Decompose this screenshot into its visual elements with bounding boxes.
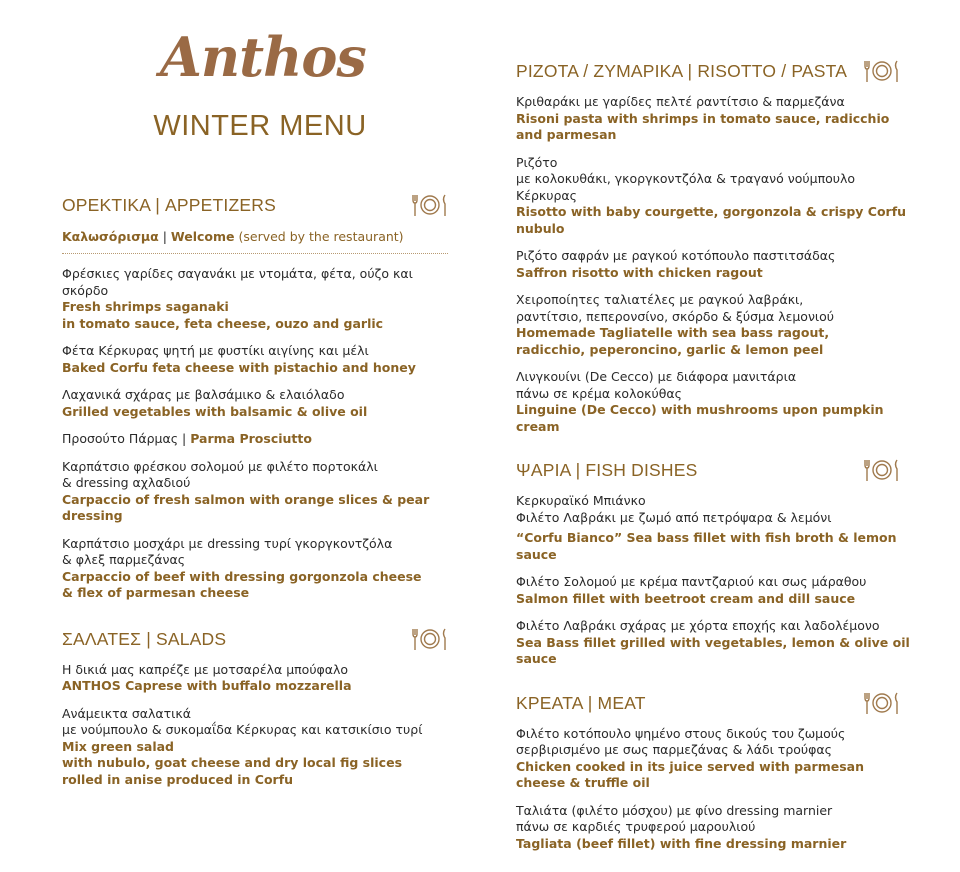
item-greek: Κερκυραϊκό Μπιάνκο xyxy=(516,493,646,508)
item-english: Grilled vegetables with balsamic & olive oil xyxy=(62,403,368,419)
item-english: ANTHOS Caprese with buffalo mozzarella xyxy=(62,678,352,693)
menu-item xyxy=(516,803,916,853)
menu-item xyxy=(516,369,916,435)
item-greek: Φιλέτο Σολομού με κρέμα παντζαριού και σως μάραθου xyxy=(516,574,867,589)
item-greek: Ταλιάτα (φιλέτο μόσχου) με φίνο dressing marnier xyxy=(516,802,833,818)
item-english: Salmon fillet with beetroot cream and dill sauce xyxy=(516,590,856,606)
item-english: Linguine (De Cecco) with mushrooms upon pumpkin cream xyxy=(516,402,884,434)
item-english: Tagliata (beef fillet) with fine dressing marnier xyxy=(516,835,847,851)
left-column xyxy=(62,190,462,808)
item-greek: Λαχανικά σχάρας με βαλσάμικο & ελαιόλαδο xyxy=(62,387,345,402)
item-greek: Κριθαράκι με γαρίδες πελτέ ραντίτσιο & παρμεζάνα xyxy=(516,94,845,109)
plate-cutlery-icon xyxy=(410,626,450,652)
item-greek: Λινγκουίνι (De Cecco) με διάφορα μανιτάρια xyxy=(516,369,797,384)
menu-item xyxy=(516,726,916,792)
section-title: ΚΡΕΑΤΑ | MEAT xyxy=(516,692,646,713)
item-greek: Φιλέτο κοτόπουλο ψημένο στους δικούς του ζωμούς xyxy=(516,725,846,741)
menu-item xyxy=(516,574,916,607)
menu-item xyxy=(516,155,916,238)
plate-cutlery-icon xyxy=(862,58,902,84)
welcome-line xyxy=(62,228,448,254)
item-english: Carpaccio of fresh salmon with orange slices & pear dressing xyxy=(62,491,430,523)
menu-item xyxy=(62,343,462,376)
menu-item xyxy=(516,292,916,358)
separator: | xyxy=(162,229,167,244)
section-title: ΡΙΖΟΤΑ / ΖΥΜΑΡΙΚΑ | RISOTTO / PASTA xyxy=(516,61,848,81)
section-fish xyxy=(516,459,916,668)
section-title: ΟΡΕΚΤΙΚΑ | APPETIZERS xyxy=(62,195,276,215)
item-english: rolled in anise produced in Corfu xyxy=(62,771,294,787)
item-greek: Φιλέτο Λαβράκι σχάρας με χόρτα εποχής και λαδολέμονο xyxy=(516,618,880,633)
item-greek: Φιλέτο Λαβράκι με ζωμό από πετρόψαρα & λεμόνι xyxy=(516,509,832,525)
plate-cutlery-icon xyxy=(410,192,450,218)
item-english: Fresh shrimps saganaki xyxy=(62,299,229,314)
item-greek: σερβιρισμένο με σως παρμεζάνας & λάδι τρούφας xyxy=(516,742,832,757)
item-greek: Προσούτο Πάρμας xyxy=(62,431,179,446)
section-salads xyxy=(62,628,462,789)
item-greek: με νούμπουλο & συκομαΐδα Κέρκυρας και κατσικίσιο τυρί xyxy=(62,722,423,737)
item-greek: ραντίτσιο, πεπερονσίνο, σκόρδο & ξύσμα λεμονιού xyxy=(516,308,835,324)
menu-item xyxy=(62,431,462,448)
item-english: cheese & truffle oil xyxy=(516,775,650,790)
menu-item xyxy=(516,618,916,668)
separator: | xyxy=(182,431,187,446)
item-english: Mix green salad xyxy=(62,738,174,754)
item-english: Homemade Tagliatelle with sea bass ragout, xyxy=(516,325,830,340)
item-greek: με κολοκυθάκι, γκοργκοντζόλα & τραγανό νούμπουλο Κέρκυρας xyxy=(516,171,856,203)
item-english: Risotto with baby courgette, gorgonzola & crispy Corfu nubulo xyxy=(516,204,907,236)
item-english: with nubulo, goat cheese and dry local fig slices xyxy=(62,755,403,770)
item-english: in tomato sauce, feta cheese, ouzo and garlic xyxy=(62,315,384,331)
item-greek: & dressing αχλαδιού xyxy=(62,475,191,490)
item-english: Baked Corfu feta cheese with pistachio and honey xyxy=(62,359,416,375)
item-greek: Χειροποίητες ταλιατέλες με ραγκού λαβράκι, xyxy=(516,292,804,307)
item-greek: Φέτα Κέρκυρας ψητή με φυστίκι αιγίνης και μέλι xyxy=(62,343,369,358)
item-english: Sea Bass fillet grilled with vegetables, lemon & olive oil sauce xyxy=(516,634,910,666)
item-greek: Καρπάτσιο μοσχάρι με dressing τυρί γκοργκοντζόλα xyxy=(62,535,393,551)
section-meat xyxy=(516,692,916,853)
section-risotto-pasta xyxy=(516,60,916,435)
item-greek: & φλεξ παρμεζάνας xyxy=(62,552,186,567)
item-greek: πάνω σε καρδιές τρυφερού μαρουλιού xyxy=(516,819,756,834)
menu-item xyxy=(516,94,916,144)
plate-cutlery-icon xyxy=(862,457,902,483)
plate-cutlery-icon xyxy=(862,690,902,716)
welcome-note: (served by the restaurant) xyxy=(238,229,404,244)
item-english: “Corfu Bianco” Sea bass fillet with fish broth & lemon sauce xyxy=(516,530,897,562)
section-appetizers xyxy=(62,194,462,602)
menu-item xyxy=(62,706,462,789)
restaurant-logo: Anthos xyxy=(160,25,366,89)
menu-item xyxy=(516,493,916,563)
menu-item xyxy=(62,266,462,332)
item-english: Saffron risotto with chicken ragout xyxy=(516,264,763,280)
welcome-gr: Καλωσόρισμα xyxy=(62,229,159,244)
menu-item xyxy=(62,536,462,602)
item-greek-inline xyxy=(62,431,462,448)
item-greek: Ανάμεικτα σαλατικά xyxy=(62,705,191,721)
item-greek: Ριζότο σαφράν με ραγκού κοτόπουλο παστιτσάδας xyxy=(516,248,836,263)
item-english: Chicken cooked in its juice served with parmesan xyxy=(516,758,864,774)
item-greek: Η δικιά μας καπρέζε με μοτσαρέλα μπούφαλο xyxy=(62,661,349,677)
item-english: Parma Prosciutto xyxy=(190,431,312,446)
item-greek: Καρπάτσιο φρέσκου σολομού με φιλέτο πορτοκάλι xyxy=(62,458,378,474)
welcome-en: Welcome xyxy=(170,229,235,244)
section-title: ΨΑΡΙΑ | FISH DISHES xyxy=(516,460,698,480)
right-column xyxy=(516,56,916,872)
item-english: & flex of parmesan cheese xyxy=(62,585,250,600)
item-english: Risoni pasta with shrimps in tomato sauce, radicchio and parmesan xyxy=(516,110,890,142)
section-title: ΣΑΛΑΤΕΣ | SALADS xyxy=(62,628,227,649)
menu-item xyxy=(516,248,916,281)
item-greek: Φρέσκιες γαρίδες σαγανάκι με ντομάτα, φέτα, ούζο και σκόρδο xyxy=(62,266,413,298)
item-greek: πάνω σε κρέμα κολοκύθας xyxy=(516,385,682,401)
menu-item xyxy=(62,459,462,525)
menu-item xyxy=(62,662,462,695)
item-english: radicchio, peperoncino, garlic & lemon peel xyxy=(516,341,824,357)
menu-title: WINTER MENU xyxy=(153,110,367,142)
menu-item xyxy=(62,387,462,420)
item-greek: Ριζότο xyxy=(516,154,558,170)
item-english: Carpaccio of beef with dressing gorgonzola cheese xyxy=(62,568,422,584)
